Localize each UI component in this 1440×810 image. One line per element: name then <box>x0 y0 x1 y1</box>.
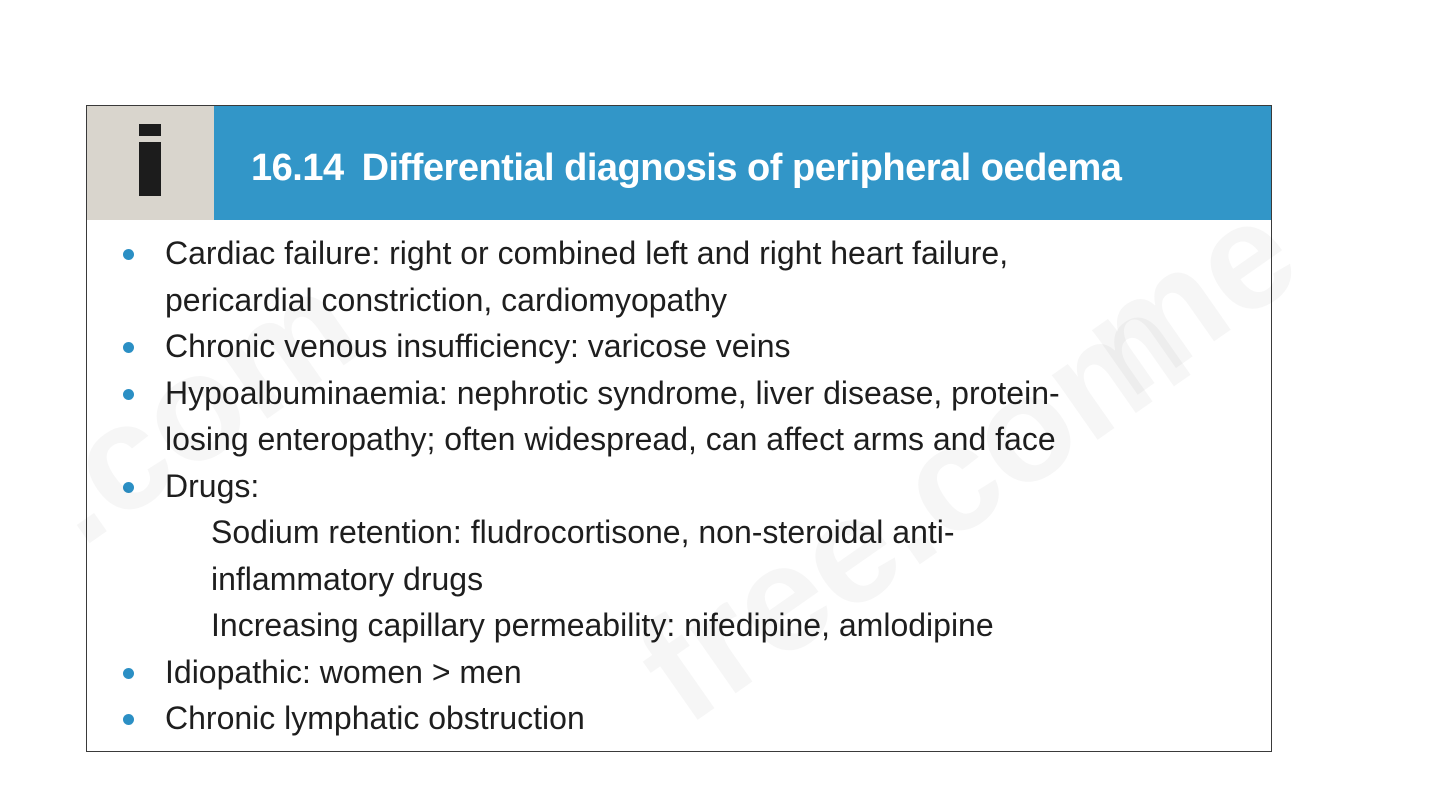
list-item-line: Cardiac failure: right or combined left and right heart failure, <box>165 235 1009 271</box>
list-item-line: Hypoalbuminaemia: nephrotic syndrome, liver disease, protein- <box>165 374 1060 411</box>
diagnosis-list <box>87 230 1271 742</box>
list-item <box>87 230 1245 323</box>
list-item <box>87 695 1245 742</box>
info-box <box>86 105 1272 752</box>
bullet-icon <box>123 342 134 353</box>
bullet-icon <box>123 482 134 493</box>
list-item-line: Idiopathic: women > men <box>165 653 522 690</box>
box-title <box>251 146 1121 190</box>
list-item <box>87 649 1245 696</box>
list-item <box>87 463 1245 510</box>
list-item-line: pericardial constriction, cardiomyopathy <box>165 281 728 318</box>
list-item-line: Drugs: <box>165 467 260 504</box>
info-icon <box>139 124 161 196</box>
sub-list-item <box>87 602 1211 649</box>
sub-item-line: inflammatory drugs <box>211 560 484 597</box>
sub-item-line: Sodium retention: fludrocortisone, non-steroidal anti- <box>211 514 955 550</box>
box-title-text: Differential diagnosis of peripheral oedema <box>361 147 1122 189</box>
header-icon-tab <box>87 106 214 220</box>
list-item <box>87 323 1245 370</box>
bullet-icon <box>123 249 134 260</box>
list-item-line: losing enteropathy; often widespread, can affect arms and face <box>165 421 1056 457</box>
box-header <box>87 106 1271 220</box>
bullet-icon <box>123 714 134 725</box>
list-item <box>87 370 1245 463</box>
sub-list-item <box>87 509 1211 602</box>
bullet-icon <box>123 389 134 400</box>
sub-item-line: Increasing capillary permeability: nifedipine, amlodipine <box>211 607 994 643</box>
bullet-icon <box>123 668 134 679</box>
list-item-line: Chronic venous insufficiency: varicose veins <box>165 328 791 364</box>
box-number: 16.14 <box>251 147 344 189</box>
list-item-line: Chronic lymphatic obstruction <box>165 700 585 736</box>
